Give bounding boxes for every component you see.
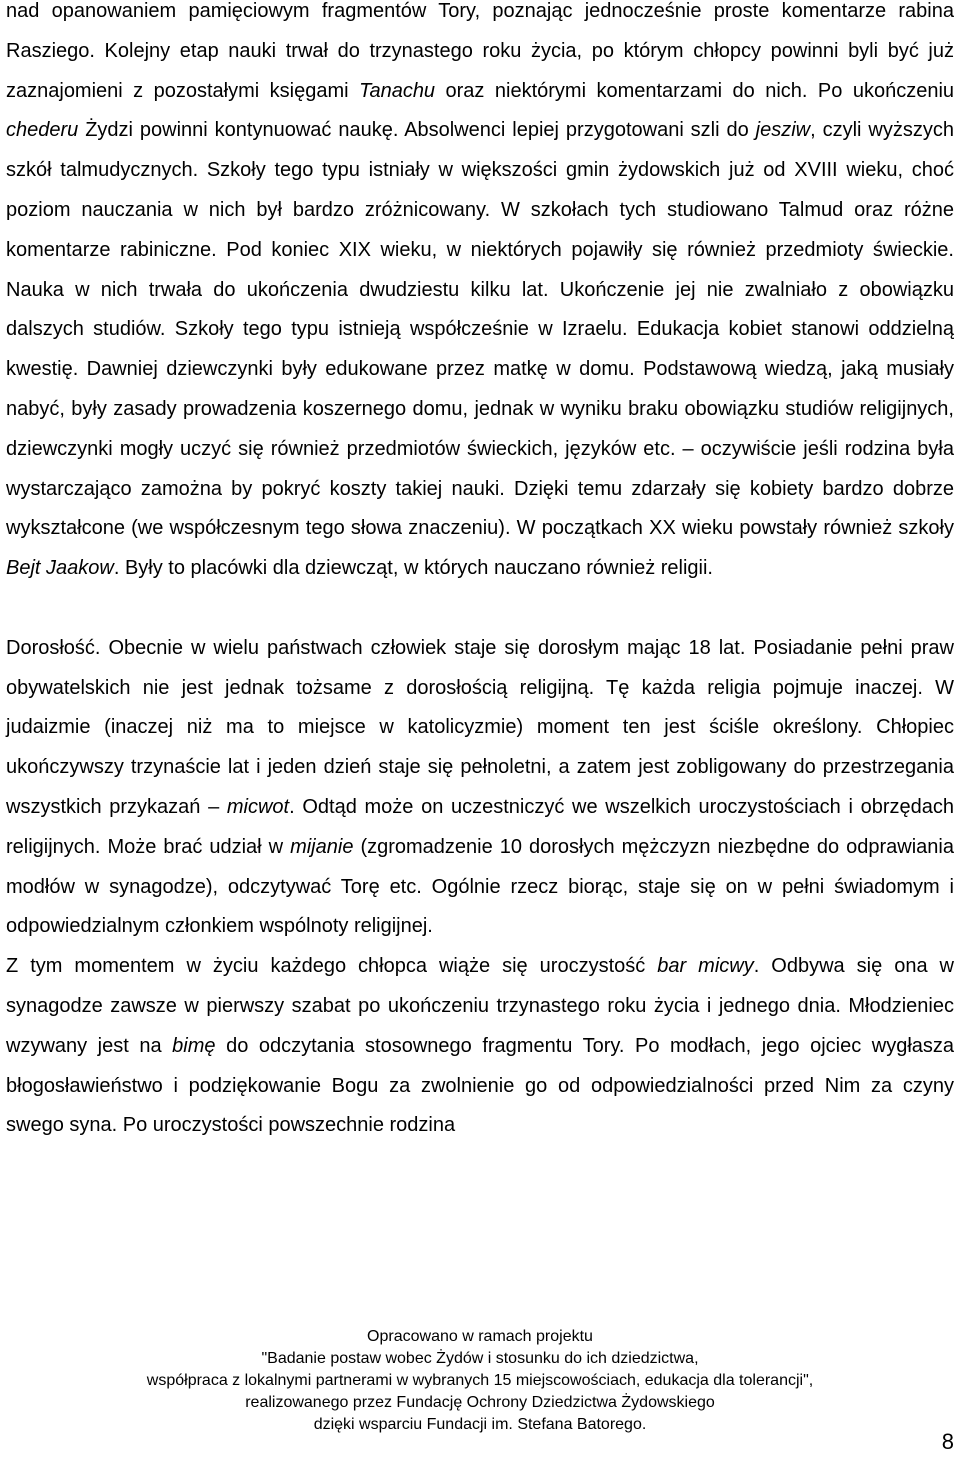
italic-term: bimę [172, 1034, 216, 1057]
paragraph-adulthood [6, 629, 954, 947]
text-run: oraz niektórymi komentarzami do nich. Po ukończeniu [435, 79, 955, 102]
text-run: . Odtąd może on uczestniczyć we wszelkich uroczystościach i obrzędach religijnych. Może brać udział w [6, 795, 954, 858]
italic-term: mijanie [290, 835, 354, 858]
text-run: do odczytania stosownego fragmentu Tory. Po modłach, jego ojciec wygłasza błogosławieństwo i podziękowanie Bogu za zwolnienie go od odpowiedzialności przed Nim za czyny swego syna. Po uroczystości powszechnie rodzina [6, 1034, 955, 1137]
page-number: 8 [941, 1429, 954, 1454]
footer-line-2: "Badanie postaw wobec Żydów i stosunku do ich dziedzictwa, [261, 1350, 699, 1367]
italic-term: bar micwy [657, 955, 754, 978]
italic-term: chederu [6, 119, 79, 142]
body-text [6, 0, 954, 1146]
italic-term: micwot [226, 795, 290, 818]
text-run: (zgromadzenie 10 dorosłych mężczyzn niezbędne do odprawiania modłów w synagodze), odczytywać Torę etc. Ogólnie rzecz biorąc, staje się on w pełni świadomym i odpowiedzialnym członkiem wspólnoty religijnej. [6, 835, 954, 938]
footer [0, 1326, 960, 1436]
text-run: Dorosłość. Obecnie w wielu państwach człowiek staje się dorosłym mając 18 lat. Posiadanie pełni praw obywatelskich nie jest jednak tożsame z dorosłością religijną. Tę każda religia pojmuje inaczej. W judaizmie (inaczej niż ma to miejsce w katolicyzmie) moment ten jest ściśle określony. Chłopiec ukończywszy trzynaście lat i jeden dzień staje się pełnoletni, a zatem jest zobligowany do przestrzegania wszystkich przykazań – [6, 636, 954, 818]
text-run: , czyli wyższych szkół talmudycznych. Szkoły tego typu istniały w większości gmin żydowskich już od XVIII wieku, choć poziom nauczania w nich był bardzo zróżnicowany. W szkołach tych studiowano Talmud oraz różne komentarze rabiniczne. Pod koniec XIX wieku, w niektórych pojawiły się również przedmioty świeckie. Nauka w nich trwała do ukończenia dwudziestu kilku lat. Ukończenie jej nie zwalniało z obowiązku dalszych studiów. Szkoły tego typu istnieją współcześnie w Izraelu. Edukacja kobiet stanowi oddzielną kwestię. Dawniej dziewczynki były edukowane przez matkę w domu. Podstawową wiedzą, jaką musiały nabyć, były zasady prowadzenia koszernego domu, jednak w wyniku braku obowiązku studiów religijnych, dziewczynki mogły uczyć się również przedmiotów świeckich, języków etc. – oczywiście jeśli rodzina była wystarczająco zamożna by pokryć koszty takiej nauki. Dzięki temu zdarzały się kobiety bardzo dobrze wykształcone (we współczesnym tego słowa znaczeniu). W początkach XX wieku powstały również szkoły [6, 119, 954, 540]
paragraph-bar-mitzvah [6, 947, 954, 1146]
text-run: Z tym momentem w życiu każdego chłopca wiąże się uroczystość [6, 955, 658, 978]
text-run: Żydzi powinni kontynuować naukę. Absolwenci lepiej przygotowani szli do [78, 119, 756, 142]
footer-line-3: współpraca z lokalnymi partnerami w wybranych 15 miejscowościach, edukacja dla tolerancji", [146, 1372, 814, 1389]
text-run: nad opanowaniem pamięciowym fragmentów Tory, poznając jednocześnie proste komentarze rabina Rasziego. Kolejny etap nauki trwał do trzynastego roku życia, po którym chłopcy powinni byli być już zaznajomieni z pozostałymi księgami [6, 0, 954, 102]
footer-line-4: realizowanego przez Fundację Ochrony Dziedzictwa Żydowskiego [245, 1394, 715, 1411]
italic-term: Tanachu [359, 79, 436, 102]
footer-line-1: Opracowano w ramach projektu [367, 1328, 593, 1345]
text-run: . Były to placówki dla dziewcząt, w których nauczano również religii. [113, 557, 713, 580]
text-run: . Odbywa się ona w synagodze zawsze w pierwszy szabat po ukończeniu trzynastego roku życia i jednego dnia. Młodzieniec wzywany jest na [6, 955, 955, 1057]
italic-term: Bejt Jaakow [6, 557, 114, 580]
footer-line-5: dzięki wsparciu Fundacji im. Stefana Batorego. [313, 1416, 647, 1433]
paragraph-education [6, 0, 954, 589]
italic-term: jesziw [755, 119, 811, 142]
